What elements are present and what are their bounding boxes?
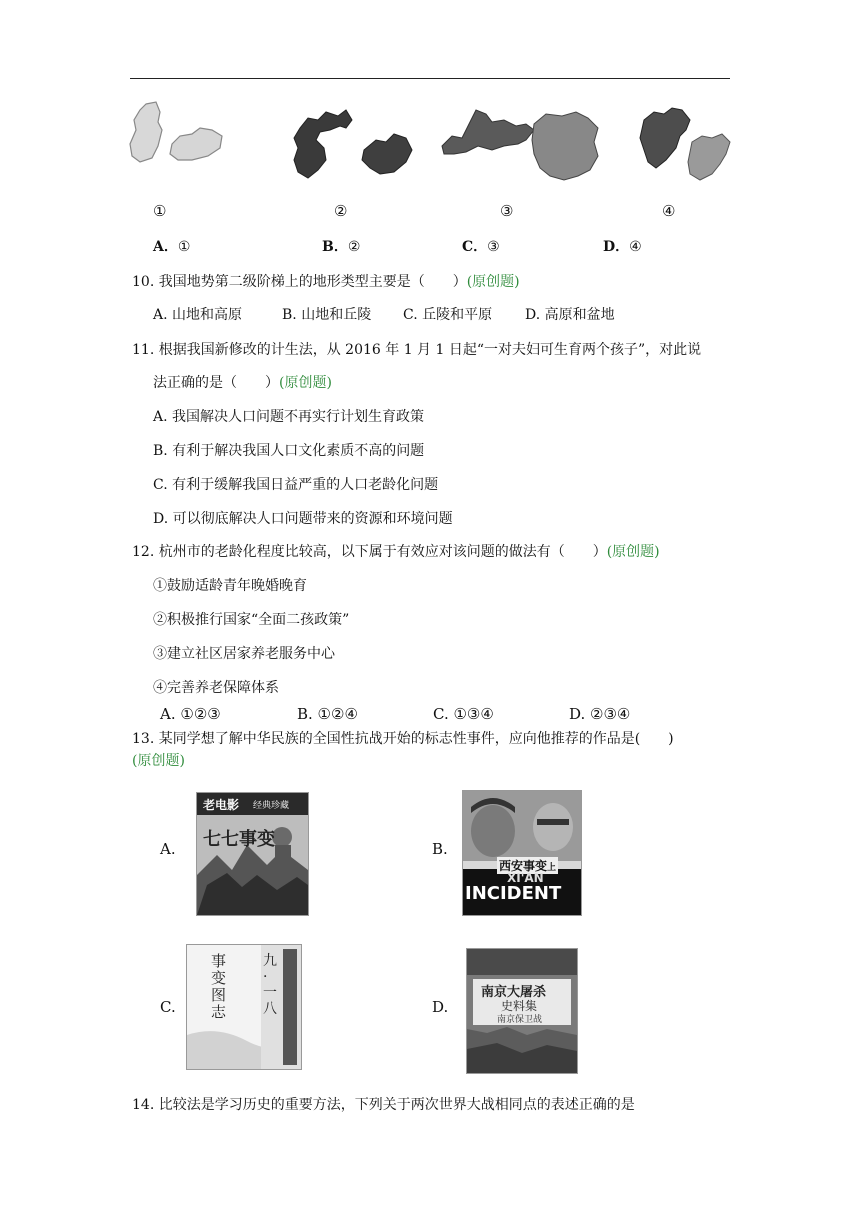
q13-cover-b[interactable] — [462, 790, 582, 916]
q13-letter-a: A. — [160, 840, 176, 858]
cover-a-series2: 经典珍藏 — [253, 801, 290, 811]
q12-option-c[interactable]: C. ①③④ — [433, 705, 494, 723]
q13-cover-c[interactable] — [186, 944, 302, 1070]
q10-option-a[interactable]: A. 山地和高原 — [153, 307, 243, 323]
q12-option-a[interactable]: A. ①②③ — [160, 705, 221, 723]
q10-option-b[interactable]: B. 山地和丘陵 — [282, 307, 372, 323]
q10-tag: (原创题) — [466, 274, 520, 290]
q13-cover-d[interactable] — [466, 948, 578, 1074]
q11-option-c[interactable]: C. 有利于缓解我国日益严重的人口老龄化问题 — [153, 477, 439, 493]
q12-option-d[interactable]: D. ②③④ — [569, 705, 631, 723]
q9-option-a[interactable] — [153, 236, 190, 256]
q11-option-a[interactable]: A. 我国解决人口问题不再实行计划生育政策 — [153, 409, 425, 425]
option-letter: C． — [462, 239, 488, 255]
option-mark: ② — [347, 239, 361, 255]
map-label-4: ④ — [662, 202, 676, 220]
q10-option-c[interactable]: C. 丘陵和平原 — [403, 307, 493, 323]
q12-item-1: ①鼓励适龄青年晚婚晚育 — [153, 578, 307, 594]
q13-tag: (原创题) — [132, 753, 185, 769]
map-shape-4 — [638, 102, 734, 186]
option-mark: ① — [177, 239, 191, 255]
q12-option-b[interactable]: B. ①②④ — [297, 705, 358, 723]
q12-item-4: ④完善养老保障体系 — [153, 680, 279, 696]
header-rule — [130, 78, 730, 79]
cover-a-title: 七七事变 — [203, 829, 275, 850]
q11-option-d[interactable]: D. 可以彻底解决人口问题带来的资源和环境问题 — [153, 511, 453, 527]
q13-stem: 13. 某同学想了解中华民族的全国性抗战开始的标志性事件，应向他推荐的作品是( ) — [132, 731, 674, 747]
option-letter: B． — [322, 239, 348, 255]
q10-option-d[interactable]: D. 高原和盆地 — [525, 307, 615, 323]
q11-option-b[interactable]: B. 有利于解决我国人口文化素质不高的问题 — [153, 443, 425, 459]
cover-b-en2: INCIDENT — [465, 883, 562, 904]
option-letter: A． — [153, 239, 178, 255]
cover-b-en1: XI'AN — [507, 871, 544, 885]
q11-stem-line1: 11. 根据我国新修改的计生法，从 2016 年 1 月 1 日起“一对夫妇可生育两个孩子”，对此说 — [132, 342, 702, 358]
map-shape-3 — [438, 104, 608, 186]
option-letter: D． — [603, 239, 630, 255]
q9-option-d[interactable] — [603, 236, 642, 256]
q13-cover-a[interactable] — [196, 792, 309, 916]
q13-letter-c: C. — [160, 998, 176, 1016]
q14-stem: 14. 比较法是学习历史的重要方法，下列关于两次世界大战相同点的表述正确的是 — [132, 1097, 635, 1113]
cover-c-col2: 九·一八 — [263, 953, 277, 1017]
q9-option-b[interactable] — [322, 236, 360, 256]
cover-d-title2: 史料集 — [501, 999, 538, 1013]
map-label-1: ① — [153, 202, 167, 220]
q13-letter-b: B. — [432, 840, 448, 858]
cover-d-title1: 南京大屠杀 — [481, 985, 547, 1000]
q12-item-2: ②积极推行国家“全面二孩政策” — [153, 612, 350, 628]
q10-stem: 10. 我国地势第二级阶梯上的地形类型主要是（ ）(原创题) — [132, 274, 520, 290]
q12-stem: 12. 杭州市的老龄化程度比较高，以下属于有效应对该问题的做法有（ ）(原创题) — [132, 544, 660, 560]
q11-tag: (原创题) — [279, 375, 332, 391]
cover-c-col1: 事变图志 — [211, 952, 227, 1021]
map-shape-1 — [128, 100, 228, 170]
q13-letter-d: D. — [432, 998, 449, 1016]
map-label-3: ③ — [500, 202, 514, 220]
map-shape-2 — [290, 104, 420, 184]
option-mark: ③ — [487, 239, 500, 255]
map-label-2: ② — [334, 202, 348, 220]
q12-tag: (原创题) — [606, 544, 660, 560]
cover-b-title: 西安事变上 — [499, 859, 557, 873]
q11-stem-line2: 法正确的是（ ）(原创题) — [153, 375, 332, 391]
q12-item-3: ③建立社区居家养老服务中心 — [153, 646, 335, 662]
cover-a-series: 老电影 — [203, 798, 240, 812]
option-mark: ④ — [629, 239, 642, 255]
q9-option-c[interactable] — [462, 236, 500, 256]
cover-d-sub: 南京保卫战 — [497, 1015, 543, 1025]
